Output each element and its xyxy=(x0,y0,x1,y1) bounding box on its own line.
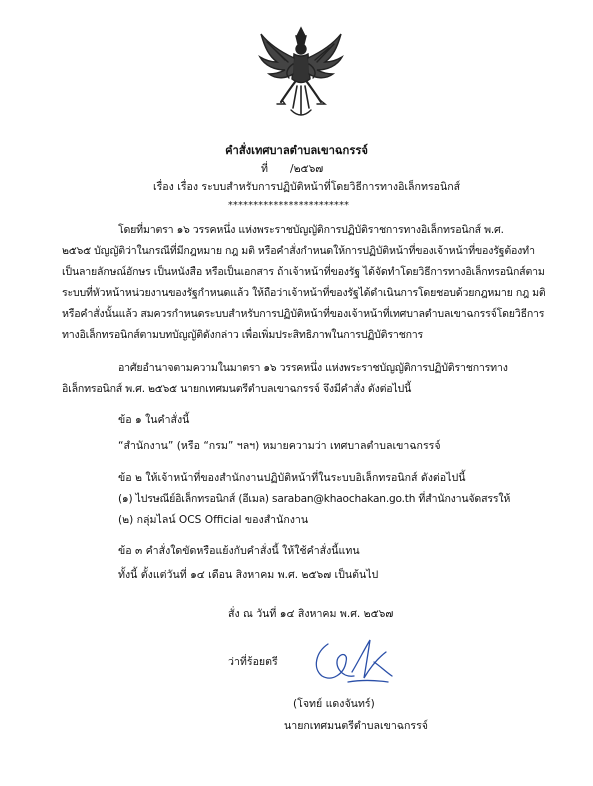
signer-name: (โจทย์ แดงจันทร์) xyxy=(293,698,375,710)
garuda-emblem-icon xyxy=(255,24,347,124)
order-subject: เรื่อง เรื่อง ระบบสำหรับการปฏิบัติหน้าที่โดยวิธีการทางอิเล็กทรอนิกส์ xyxy=(153,181,461,193)
clause-2-item-1: (๑) ไปรษณีย์อิเล็กทรอนิกส์ (อีเมล) saraban@khaochakan.go.th ที่สำนักงานจัดสรรให้ xyxy=(118,493,511,505)
paragraph-2-line: อิเล็กทรอนิกส์ พ.ศ. ๒๕๖๕ นายกเทศมนตรีตำบลเขาฉกรรจ์ จึงมีคำสั่ง ดังต่อไปนี้ xyxy=(62,383,412,395)
clause-1-title: ข้อ ๑ ในคำสั่งนี้ xyxy=(118,414,190,426)
order-title: คำสั่งเทศบาลตำบลเขาฉกรรจ์ xyxy=(225,144,368,157)
signer-position: นายกเทศมนตรีตำบลเขาฉกรรจ์ xyxy=(284,720,429,732)
handwritten-signature-icon xyxy=(308,632,400,692)
paragraph-1-line: ระบบที่หัวหน้าหน่วยงานของรัฐกำหนดแล้ว ให้ถือว่าเจ้าหน้าที่ของรัฐได้ดำเนินการโดยชอบด้วยกฎหมาย กฎ มติ xyxy=(62,287,546,299)
paragraph-1-line: เป็นลายลักษณ์อักษร เป็นหนังสือ หรือเป็นเอกสาร ถ้าเจ้าหน้าที่ของรัฐ ได้จัดทำโดยวิธีการทางอิเล็กทรอนิกส์ตาม xyxy=(62,266,545,278)
order-number-value: /๒๕๖๗ xyxy=(290,163,324,175)
paragraph-1-line: หรือคำสั่งนั้นแล้ว สมควรกำหนดระบบสำหรับการปฏิบัติหน้าที่ของเจ้าหน้าที่เทศบาลตำบลเขาฉกรรจ์โดยวิธีการ xyxy=(62,308,545,320)
clause-2-title: ข้อ ๒ ให้เจ้าหน้าที่ของสำนักงานปฏิบัติหน้าที่ในระบบอิเล็กทรอนิกส์ ดังต่อไปนี้ xyxy=(118,472,466,484)
signer-rank: ว่าที่ร้อยตรี xyxy=(228,656,278,668)
ordered-date: สั่ง ณ วันที่ ๑๔ สิงหาคม พ.ศ. ๒๕๖๗ xyxy=(228,608,394,620)
order-number-label: ที่ xyxy=(261,163,268,175)
paragraph-2-line: อาศัยอำนาจตามความในมาตรา ๑๖ วรรคหนึ่ง แห่งพระราชบัญญัติการปฏิบัติราชการทาง xyxy=(118,362,508,374)
paragraph-1-line: ทางอิเล็กทรอนิกส์ตามบทบัญญัติดังกล่าว เพื่อเพิ่มประสิทธิภาพในการปฏิบัติราชการ xyxy=(62,329,424,341)
effective-date: ทั้งนี้ ตั้งแต่วันที่ ๑๔ เดือน สิงหาคม พ.ศ. ๒๕๖๗ เป็นต้นไป xyxy=(118,569,379,581)
separator-line: ************************ xyxy=(228,200,350,211)
clause-3: ข้อ ๓ คำสั่งใดขัดหรือแย้งกับคำสั่งนี้ ให้ใช้คำสั่งนี้แทน xyxy=(118,545,360,557)
paragraph-1-line: ๒๕๖๕ บัญญัติว่าในกรณีที่มีกฎหมาย กฎ มติ หรือคำสั่งกำหนดให้การปฏิบัติหน้าที่ของเจ้าหน้าที่ของรัฐต้องทำ xyxy=(62,245,535,257)
clause-1-text: “สำนักงาน” (หรือ “กรม” ฯลฯ) หมายความว่า เทศบาลตำบลเขาฉกรรจ์ xyxy=(118,440,441,452)
clause-2-item-2: (๒) กลุ่มไลน์ OCS Official ของสำนักงาน xyxy=(118,514,309,526)
paragraph-1-line: โดยที่มาตรา ๑๖ วรรคหนึ่ง แห่งพระราชบัญญัติการปฏิบัติราชการทางอิเล็กทรอนิกส์ พ.ศ. xyxy=(118,224,504,236)
